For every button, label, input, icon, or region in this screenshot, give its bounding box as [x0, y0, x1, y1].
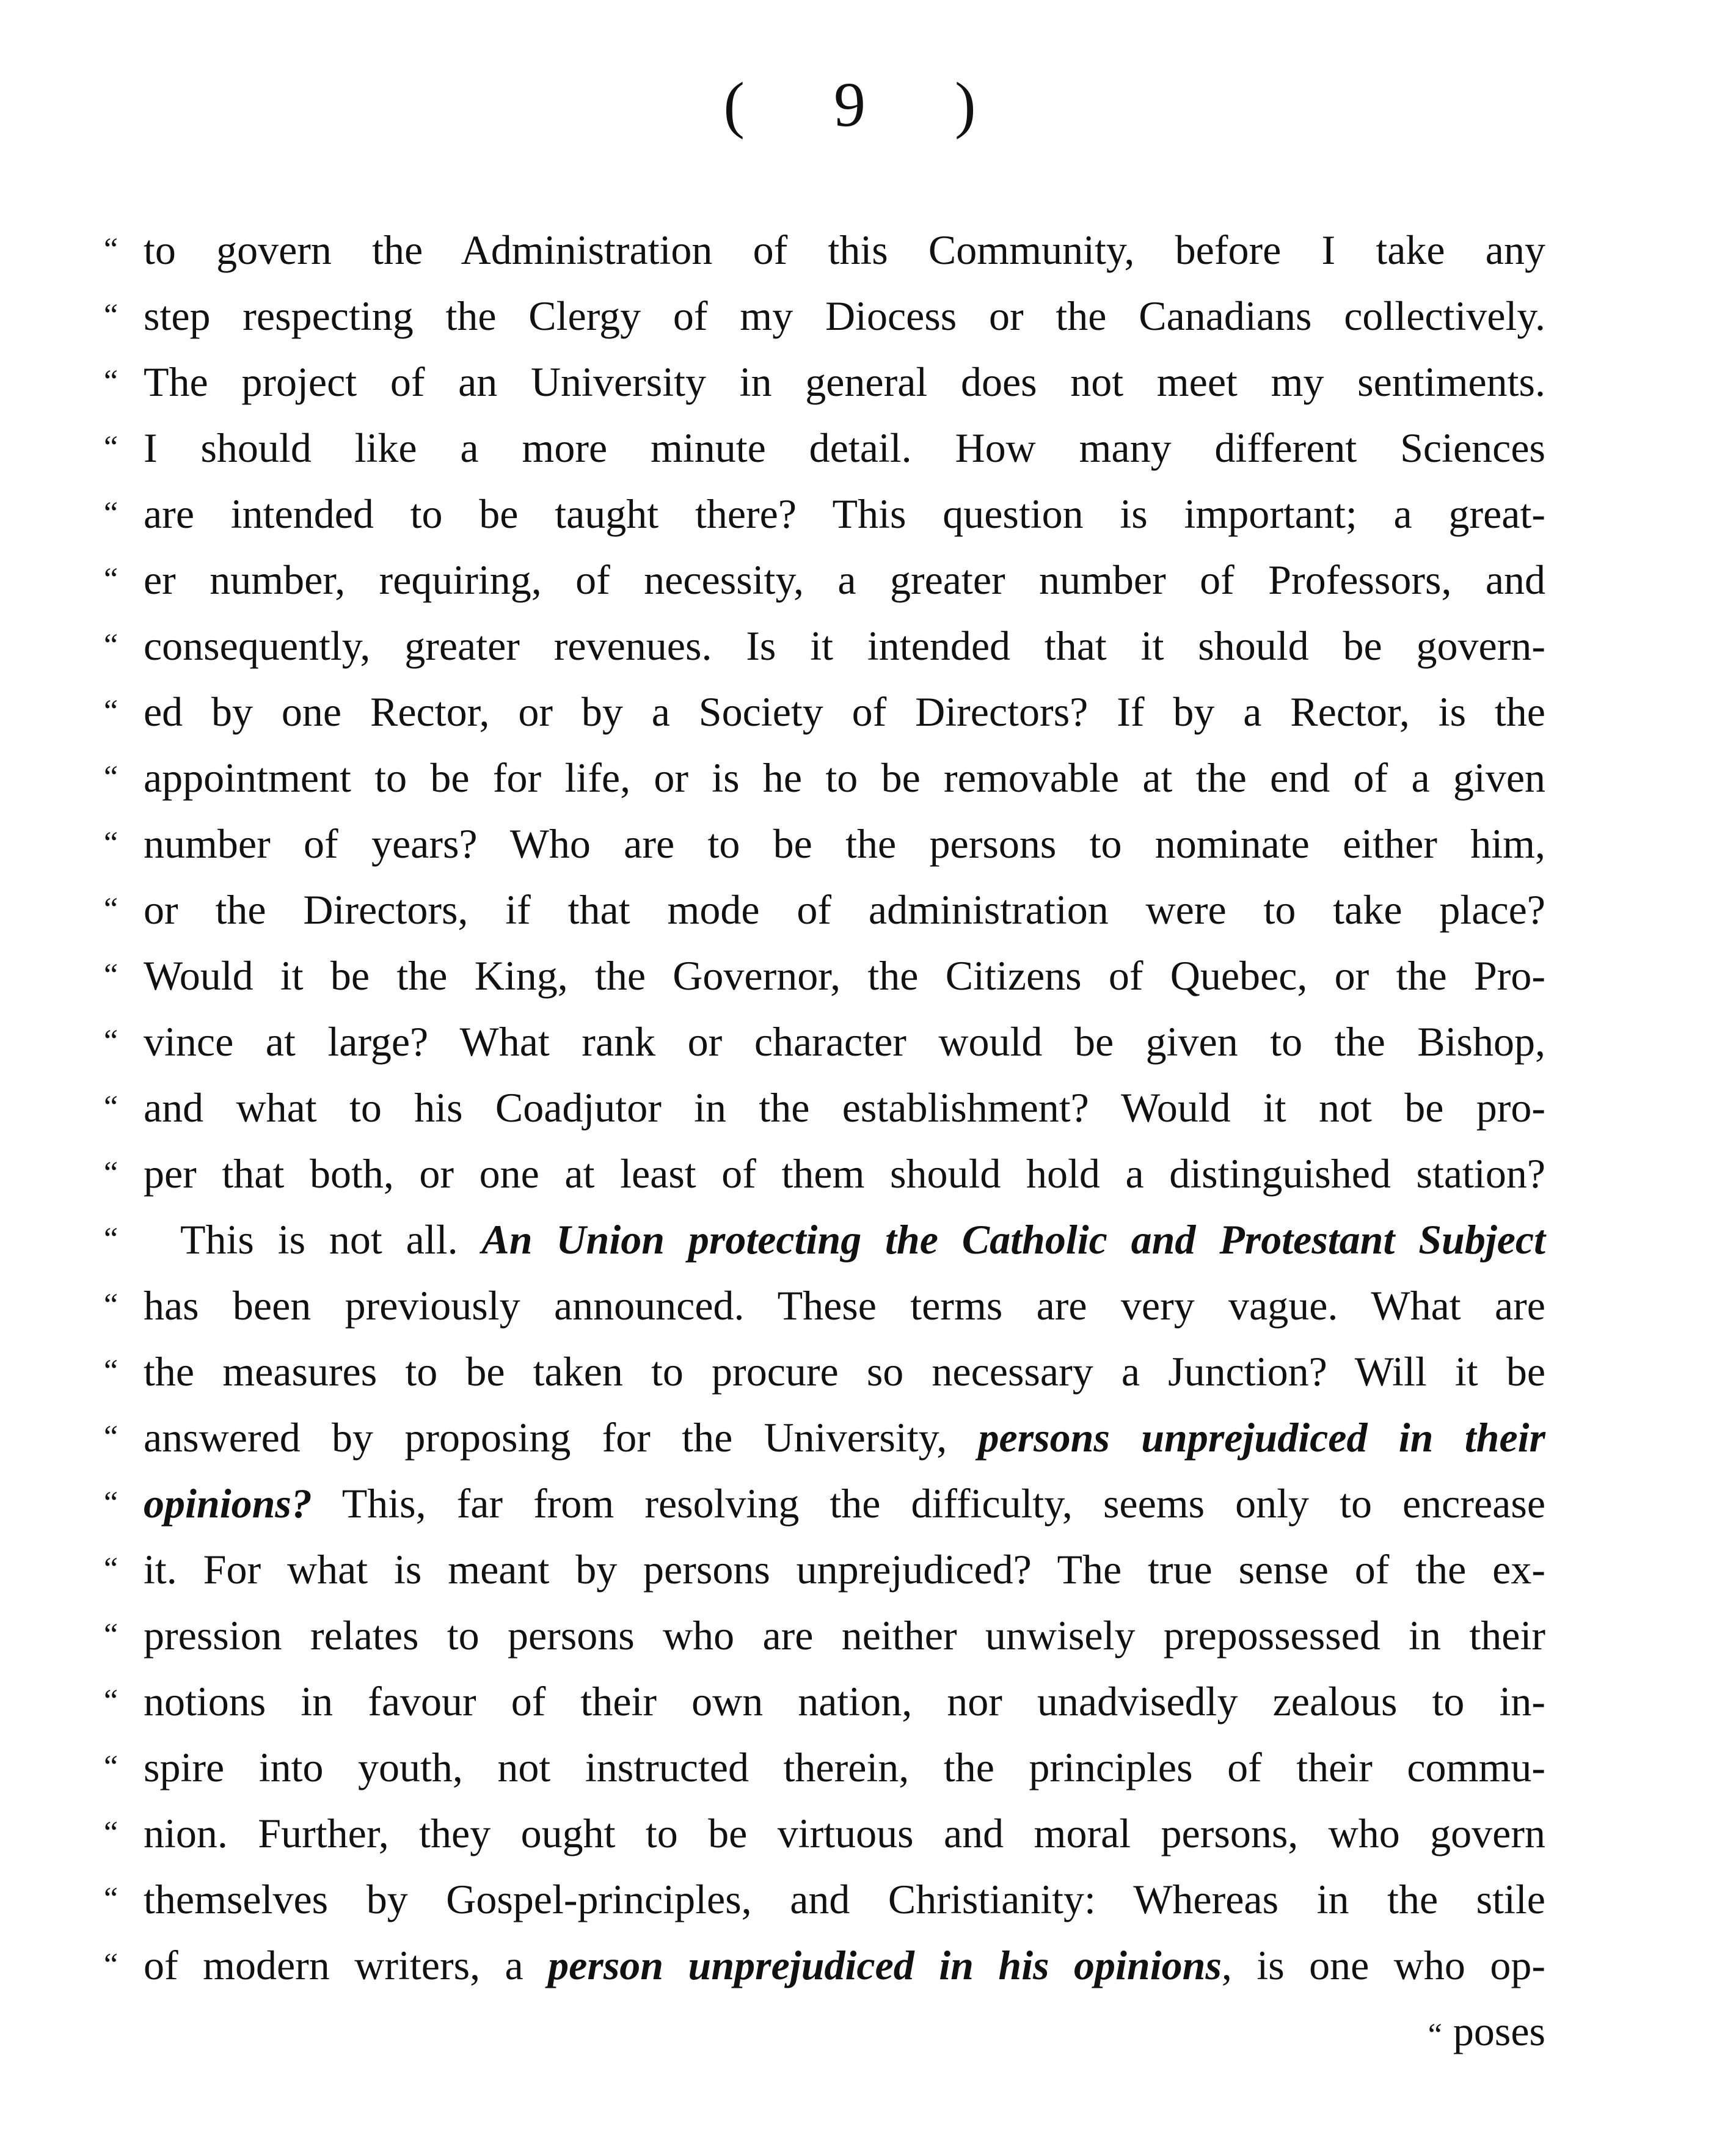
line-text — [144, 1404, 1545, 1470]
line-text: nion. Further, they ought to be virtuous and moral persons, who govern — [144, 1810, 1545, 1856]
text-line — [104, 811, 1545, 877]
line-text: and what to his Coadjutor in the establishment? Would it not be pro- — [144, 1084, 1545, 1131]
line-text-roman: This, far from resolving the difficulty, seems only to encrease — [312, 1480, 1545, 1527]
quote-mark: “ — [104, 430, 119, 465]
line-text: Would it be the King, the Governor, the Citizens of Quebec, or the Pro- — [144, 952, 1545, 999]
quote-mark: “ — [104, 1816, 119, 1850]
line-text-roman: of modern writers, a — [144, 1942, 549, 1988]
body-text — [104, 217, 1545, 2064]
catchword-line — [104, 1998, 1545, 2064]
quote-mark: “ — [104, 628, 119, 663]
catchword — [1428, 1998, 1545, 2068]
line-text: themselves by Gospel-principles, and Christianity: Whereas in the stile — [144, 1876, 1545, 1922]
quote-mark: “ — [104, 694, 119, 729]
quote-mark: “ — [104, 760, 119, 795]
line-text: has been previously announced. These terms are very vague. What are — [144, 1282, 1545, 1329]
quote-mark: “ — [104, 1618, 119, 1652]
text-line — [104, 1668, 1545, 1734]
line-text — [144, 1470, 1545, 1536]
quote-mark: “ — [104, 232, 119, 267]
quote-mark: “ — [104, 1222, 119, 1257]
text-line — [104, 1800, 1545, 1866]
line-text: ed by one Rector, or by a Society of Directors? If by a Rector, is the — [144, 688, 1545, 735]
line-text: I should like a more minute detail. How many different Sciences — [144, 425, 1545, 471]
line-text — [144, 1932, 1545, 1998]
quote-mark: “ — [104, 1486, 119, 1520]
line-text: per that both, or one at least of them should hold a distinguished station? — [144, 1150, 1545, 1197]
quote-mark: “ — [104, 1881, 119, 1916]
line-text-roman: , is one who op- — [1221, 1942, 1546, 1988]
text-line — [104, 1009, 1545, 1075]
text-line — [104, 481, 1545, 547]
catchword-text: poses — [1453, 2008, 1545, 2054]
text-line — [104, 283, 1545, 349]
text-line — [104, 1536, 1545, 1602]
line-text: step respecting the Clergy of my Diocess or the Canadians collectively. — [144, 293, 1545, 339]
quote-mark: “ — [104, 1024, 119, 1059]
quote-mark: “ — [104, 562, 119, 597]
line-text-italic: opinions? — [144, 1480, 312, 1527]
quote-mark: “ — [1428, 2018, 1442, 2053]
text-line — [104, 877, 1545, 943]
text-line — [104, 943, 1545, 1009]
quote-mark: “ — [104, 1354, 119, 1389]
text-line — [104, 349, 1545, 415]
text-line — [104, 1206, 1545, 1272]
quote-mark: “ — [104, 1420, 119, 1454]
line-text: to govern the Administration of this Community, before I take any — [144, 227, 1545, 273]
text-line — [104, 1866, 1545, 1932]
line-text: or the Directors, if that mode of administration were to take place? — [144, 886, 1545, 933]
line-text: er number, requiring, of necessity, a greater number of Professors, and — [144, 557, 1545, 603]
line-text: The project of an University in general does not meet my sentiments. — [144, 359, 1545, 405]
text-line — [104, 613, 1545, 679]
text-line — [104, 745, 1545, 811]
line-text: are intended to be taught there? This question is important; a great- — [144, 491, 1545, 537]
quote-mark: “ — [104, 1750, 119, 1784]
line-text: spire into youth, not instructed therein, the principles of their commu- — [144, 1744, 1545, 1790]
text-line — [104, 1272, 1545, 1338]
quote-mark: “ — [104, 496, 119, 531]
line-text: appointment to be for life, or is he to be removable at the end of a given — [144, 754, 1545, 801]
quote-mark: “ — [104, 1684, 119, 1718]
line-text-italic: person unprejudiced in his opinions — [548, 1942, 1222, 1988]
text-line — [104, 1602, 1545, 1668]
quote-mark: “ — [104, 826, 119, 861]
quote-mark: “ — [104, 298, 119, 333]
line-text: pression relates to persons who are neither unwisely prepossessed in their — [144, 1612, 1545, 1659]
line-text: vince at large? What rank or character would be given to the Bishop, — [144, 1018, 1545, 1065]
line-text-italic: persons unprejudiced in their — [978, 1414, 1545, 1461]
quote-mark: “ — [104, 1156, 119, 1191]
text-line — [104, 1075, 1545, 1141]
quote-mark: “ — [104, 1552, 119, 1586]
line-text-italic: An Union protecting the Catholic and Protestant Subject — [481, 1216, 1546, 1263]
quote-mark: “ — [104, 958, 119, 993]
line-text: consequently, greater revenues. Is it intended that it should be govern- — [144, 622, 1545, 669]
quote-mark: “ — [104, 364, 119, 399]
text-line — [104, 1338, 1545, 1404]
line-text — [180, 1206, 1545, 1272]
text-line — [104, 1404, 1545, 1470]
line-text: notions in favour of their own nation, nor unadvisedly zealous to in- — [144, 1678, 1545, 1724]
quote-mark: “ — [104, 1090, 119, 1125]
quote-mark: “ — [104, 1947, 119, 1982]
text-line — [104, 1470, 1545, 1536]
line-text: the measures to be taken to procure so necessary a Junction? Will it be — [144, 1348, 1545, 1395]
text-line — [104, 1932, 1545, 1998]
line-text-roman: This is not all. — [180, 1216, 482, 1263]
text-line — [104, 679, 1545, 745]
text-line — [104, 547, 1545, 613]
page-number: ( 9 ) — [723, 70, 1013, 140]
line-text: number of years? Who are to be the persons to nominate either him, — [144, 820, 1545, 867]
text-line — [104, 1141, 1545, 1206]
line-text: it. For what is meant by persons unprejudiced? The true sense of the ex- — [144, 1546, 1545, 1593]
line-text-roman: answered by proposing for the University, — [144, 1414, 979, 1461]
text-line — [104, 217, 1545, 283]
quote-mark: “ — [104, 1288, 119, 1323]
text-line — [104, 415, 1545, 481]
text-line — [104, 1734, 1545, 1800]
quote-mark: “ — [104, 892, 119, 927]
